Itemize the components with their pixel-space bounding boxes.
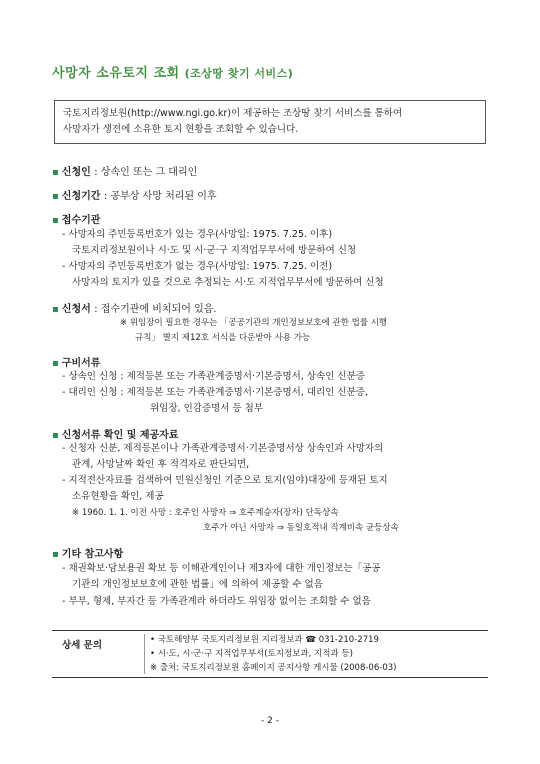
other-line: - 부부, 형제, 부자간 등 가족관계라 하더라도 위임장 없이는 조회할 수 없음 bbox=[62, 596, 371, 607]
contact-label: 상세 문의 bbox=[62, 640, 103, 651]
section-applicant bbox=[52, 163, 197, 178]
agency-line: 사망자의 토지가 있을 것으로 추정되는 시·도 지적업무부서에 방문하여 신청 bbox=[72, 277, 384, 288]
section-label: 기타 참고사항 bbox=[61, 549, 124, 560]
contact-line: • 시·도, 시·군·구 지적업무부서(토지정보과, 지적과 등) bbox=[150, 649, 353, 659]
contact-divider bbox=[144, 634, 145, 674]
section-period bbox=[52, 187, 217, 202]
section-label: 접수기관 bbox=[61, 215, 101, 226]
contact-line: • 국토해양부 국토지리정보원 지리정보과 ☎ 031-210-2719 bbox=[150, 635, 379, 645]
section-label: 구비서류 bbox=[61, 358, 101, 369]
form-note: ※ 위임장이 필요한 경우는 「공공기관의 개인정보보호에 관한 법률 시행 bbox=[120, 318, 388, 328]
section-label: 신청기간 bbox=[61, 191, 101, 202]
section-label: 신청인 bbox=[61, 167, 91, 178]
review-line: - 지적전산자료를 검색하여 민원신청인 기준으로 토지(임야)대장에 등재된 토지 bbox=[62, 475, 388, 486]
bullet-icon: ▪ bbox=[52, 430, 59, 441]
bullet-icon: ▪ bbox=[52, 191, 59, 202]
form-note: 규칙」 별지 제12호 서식을 다운받아 사용 가능 bbox=[135, 333, 311, 343]
agency-line: - 사망자의 주민등록번호가 없는 경우(사망일: 1975. 7.25. 이전) bbox=[62, 261, 333, 272]
review-note: 호주가 아닌 사망자 ⇒ 동일호적내 직계비속 균등상속 bbox=[203, 523, 399, 533]
title-main: 사망자 소유토지 조회 bbox=[52, 66, 180, 81]
review-note: ※ 1960. 1. 1. 이전 사망 : 호주인 사망자 ⇒ 호주계승자(장자) 단독상속 bbox=[72, 508, 339, 518]
section-agency bbox=[52, 211, 100, 226]
review-line: 소유현황을 확인, 제공 bbox=[72, 491, 164, 502]
contact-box bbox=[52, 630, 488, 678]
bullet-icon: ▪ bbox=[52, 549, 59, 560]
section-text: : 접수기관에 비치되어 있음. bbox=[94, 304, 217, 315]
agency-line: 국토지리정보원이나 시·도 및 시·군·구 지적업무부서에 방문하여 신청 bbox=[72, 245, 357, 256]
docs-line: 위임장, 인감증명서 등 첨부 bbox=[150, 403, 264, 414]
section-other bbox=[52, 545, 123, 560]
section-text: : 상속인 또는 그 대리인 bbox=[94, 167, 198, 178]
section-docs bbox=[52, 354, 100, 369]
section-review bbox=[52, 426, 179, 441]
contact-items bbox=[150, 633, 396, 675]
section-form bbox=[52, 300, 217, 315]
other-line: 기관의 개인정보보호에 관한 법률」에 의하여 제공할 수 없음 bbox=[72, 579, 323, 590]
docs-line: - 대리인 신청 : 제적등본 또는 가족관계증명서·기본증명서, 대리인 신분증, bbox=[62, 387, 368, 398]
other-line: - 채권확보·담보용권 확보 등 이해관계인이나 제3자에 대한 개인정보는「공공 bbox=[62, 563, 381, 574]
agency-line: - 사망자의 주민등록번호가 있는 경우(사망일: 1975. 7.25. 이후) bbox=[62, 229, 333, 240]
contact-line: ※ 출처: 국토지리정보원 홈페이지 공지사항 게시물 (2008-06-03) bbox=[150, 663, 397, 673]
review-line: 관계, 사망날짜 확인 후 적격자로 판단되면, bbox=[72, 459, 250, 470]
bullet-icon: ▪ bbox=[52, 358, 59, 369]
section-text: : 공부상 사망 처리된 이후 bbox=[103, 191, 217, 202]
intro-line: 국토지리정보원(http://www.ngi.go.kr)이 제공하는 조상땅 찾기 서비스를 통하여 bbox=[63, 108, 403, 119]
bullet-icon: ▪ bbox=[52, 167, 59, 178]
section-label: 신청서류 확인 및 제공자료 bbox=[61, 430, 179, 441]
page-number: - 2 - bbox=[261, 716, 279, 726]
review-line: - 신청자 신분, 제적등본이나 가족관계증명서·기본증명서상 상속인과 사망자의 bbox=[62, 443, 384, 454]
intro-line: 사망자가 생전에 소유한 토지 현황을 조회할 수 있습니다. bbox=[63, 124, 299, 135]
intro-box bbox=[54, 100, 486, 144]
section-label: 신청서 bbox=[61, 304, 91, 315]
page-title bbox=[52, 62, 293, 81]
title-sub: (조상땅 찾기 서비스) bbox=[184, 67, 294, 80]
docs-line: - 상속인 신청 : 제적등본 또는 가족관계증명서·기본증명서, 상속인 신분증 bbox=[62, 371, 365, 382]
bullet-icon: ▪ bbox=[52, 215, 59, 226]
bullet-icon: ▪ bbox=[52, 304, 59, 315]
